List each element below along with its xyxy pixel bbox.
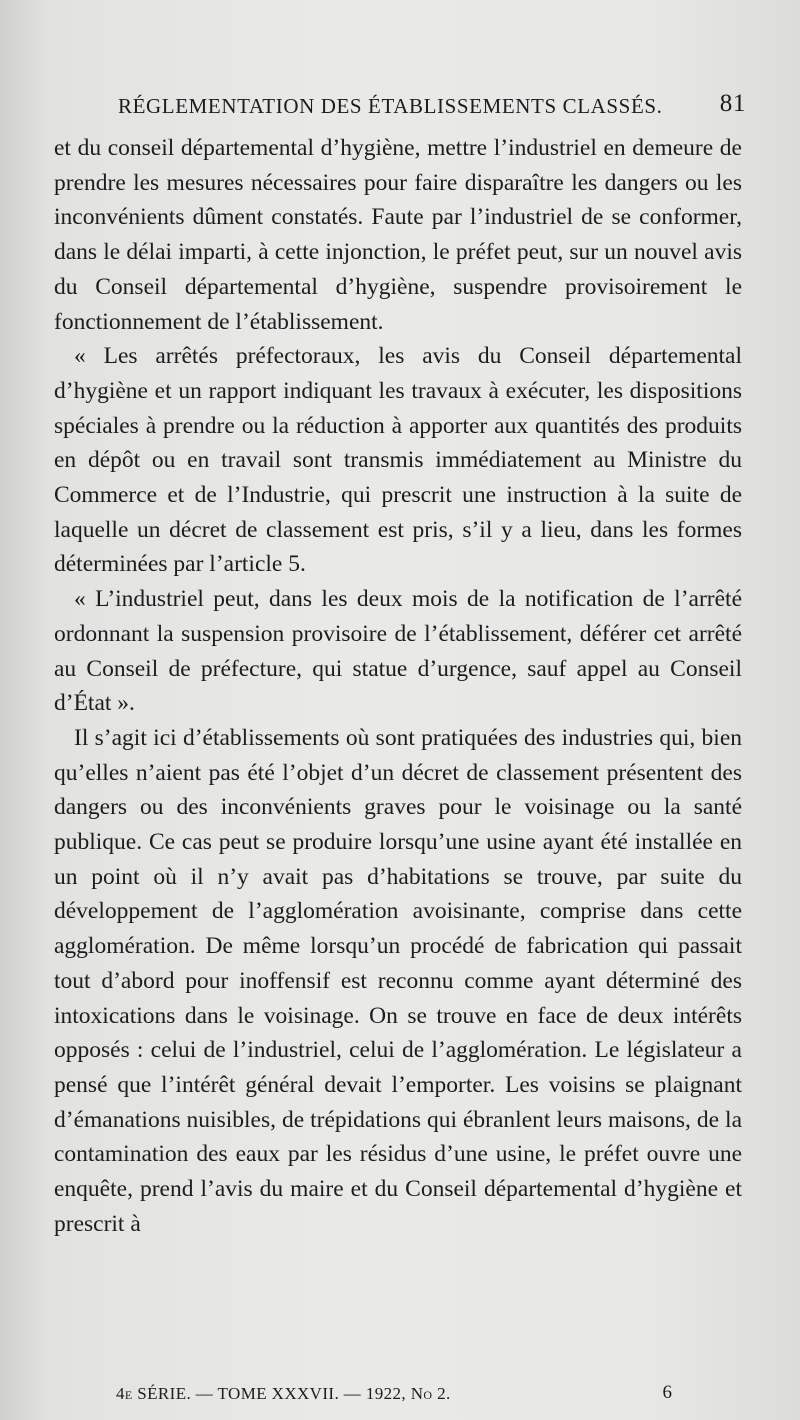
paragraph-quote-appeal: « L’industriel peut, dans les deux mois de la notification de l’arrêté ordonnant la suspension provisoire de l’établissement, déférer cet arrêté au Conseil de préfecture, qui statue d’urgence, sauf appel au Conseil d’État ». bbox=[54, 586, 742, 717]
running-head bbox=[118, 90, 746, 126]
running-title: RÉGLEMENTATION DES ÉTABLISSEMENTS CLASSÉS. bbox=[118, 94, 663, 118]
page-footer bbox=[116, 1384, 672, 1410]
footer-signature: 4e SÉRIE. — TOME XXXVII. — 1922, No 2. bbox=[116, 1384, 451, 1403]
body-text bbox=[54, 131, 742, 1242]
paragraph-continuation: et du conseil départemental d’hygiène, mettre l’industriel en demeure de prendre les mesures nécessaires pour faire disparaître les dangers ou les inconvénients dûment constatés. Faute par l’industriel de se conformer, dans le délai imparti, à cette injonction, le préfet peut, sur un nouvel avis du Conseil départemental d’hygiène, suspendre provisoirement le fonctionnement de l’établissement. bbox=[54, 135, 742, 335]
paragraph-quote-prefectoral-orders: « Les arrêtés préfectoraux, les avis du Conseil départemental d’hygiène et un rapport indiquant les travaux à exécuter, les dispositions spéciales à prendre ou la réduction à apporter aux quantités des produits en dépôt ou en travail sont transmis immédiatement au Ministre du Commerce et de l’Industrie, qui prescrit une instruction à la suite de laquelle un décret de classement est pris, s’il y a lieu, dans les formes déterminées par l’article 5. bbox=[54, 343, 742, 578]
paragraph-commentary: Il s’agit ici d’établissements où sont pratiquées des industries qui, bien qu’elles n’aient pas été l’objet d’un décret de classement présentent des dangers ou des inconvénients graves pour le voisinage ou la santé publique. Ce cas peut se produire lorsqu’une usine ayant été installée en un point où il n’y avait pas d’habitations se trouve, par suite du développement de l’agglomération avoisinante, comprise dans cette agglomération. De même lorsqu’un procédé de fabrication qui passait tout d’abord pour inoffensif est reconnu comme ayant déterminé des intoxications dans le voisinage. On se trouve en face de deux intérêts opposés : celui de l’industriel, celui de l’agglomération. Le législateur a pensé que l’intérêt général devait l’emporter. Les voisins se plaignant d’émanations nuisibles, de trépidations qui ébranlent leurs maisons, de la contamination des eaux par les résidus d’une usine, le préfet ouvre une enquête, prend l’avis du maire et du Conseil départemental d’hygiène et prescrit à bbox=[54, 724, 742, 1237]
page-number: 81 bbox=[719, 90, 746, 117]
sheet-number: 6 bbox=[662, 1382, 672, 1403]
